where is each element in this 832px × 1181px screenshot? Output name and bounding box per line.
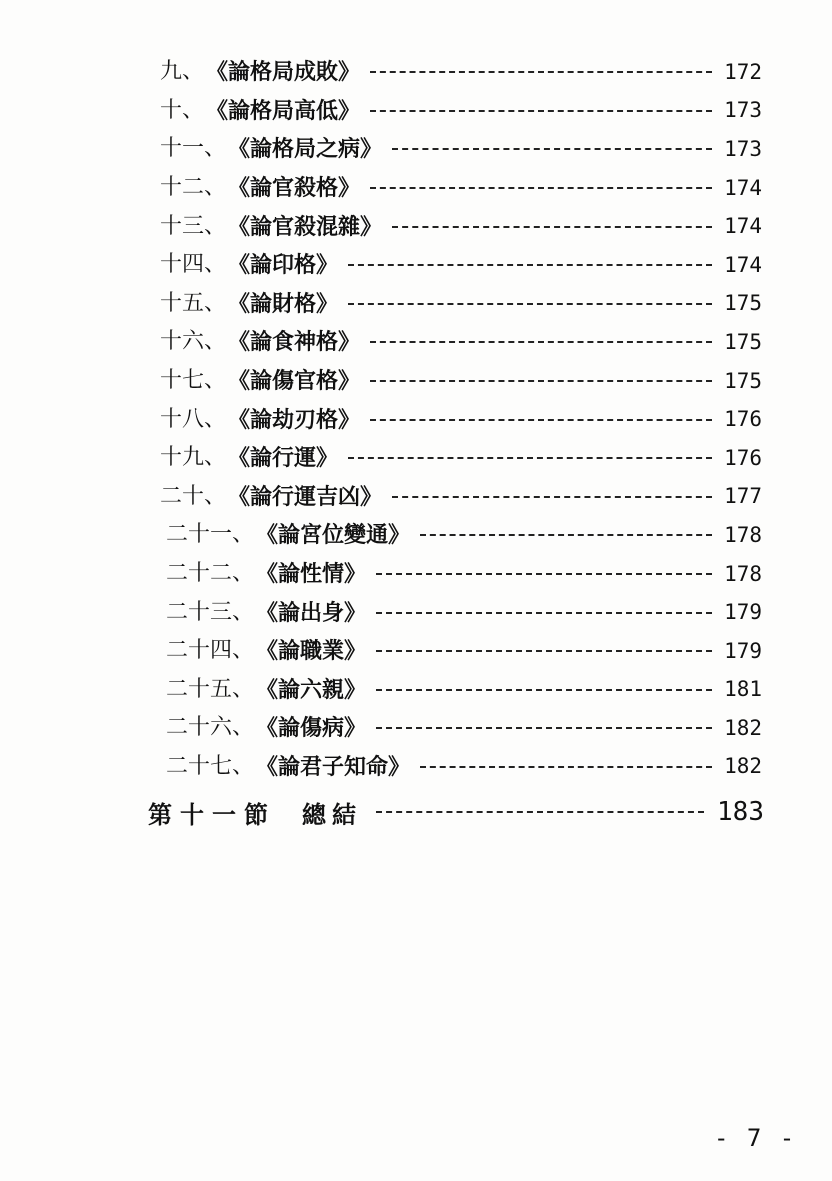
toc-entry-title: 《論格局之病》 [228, 136, 383, 163]
toc-entry-page: 182 [724, 754, 762, 779]
toc-entry [0, 362, 832, 401]
toc-entry-page: 181 [724, 677, 762, 702]
toc-entry [0, 169, 832, 208]
toc-entry-page: 174 [724, 252, 762, 277]
page-number: - 7 - [714, 1124, 797, 1152]
toc-entry [0, 478, 832, 517]
toc-entry-page: 176 [724, 407, 762, 432]
toc-entry [0, 400, 832, 439]
toc-entry-page: 176 [724, 445, 762, 470]
toc-entry-number: 二十四、 [166, 638, 255, 664]
toc-entry [0, 53, 832, 92]
dot-leader [392, 496, 712, 498]
toc-entry-number: 二十一、 [166, 522, 255, 548]
dot-leader [376, 689, 712, 691]
section-title: 總結 [302, 799, 362, 829]
dot-leader [370, 341, 712, 343]
toc-entry-title: 《論食神格》 [228, 329, 361, 356]
toc-entry-number: 十四、 [160, 252, 227, 278]
toc-entry-page: 175 [724, 291, 762, 316]
toc-entry-page: 175 [724, 329, 762, 354]
dot-leader [370, 110, 712, 112]
toc-entry-title: 《論格局高低》 [206, 97, 361, 124]
toc-entry [0, 555, 832, 594]
toc-entry-number: 十二、 [160, 175, 227, 201]
toc-entry [0, 285, 832, 324]
toc-entry-page: 178 [724, 561, 762, 586]
toc-entry [0, 246, 832, 285]
toc-entry [0, 207, 832, 246]
dot-leader [370, 187, 712, 189]
dot-leader [376, 727, 712, 729]
toc-entry-number: 十五、 [160, 290, 227, 316]
toc-entry-page: 177 [724, 484, 762, 509]
toc-entry [0, 439, 832, 478]
dot-leader [370, 380, 712, 382]
dot-leader [348, 303, 712, 305]
toc-entry-number: 十六、 [160, 329, 227, 355]
toc-entry-title: 《論財格》 [228, 290, 339, 317]
dot-leader [376, 573, 712, 575]
toc-entry [0, 671, 832, 710]
toc-entry-page: 175 [724, 368, 762, 393]
toc-entry-title: 《論劫刃格》 [228, 406, 361, 433]
toc-entry-title: 《論格局成敗》 [206, 59, 361, 86]
toc-entry-page: 174 [724, 175, 762, 200]
toc-entry-title: 《論官殺格》 [228, 175, 361, 202]
toc-entry-page: 173 [724, 136, 762, 161]
dot-leader [376, 612, 712, 614]
toc-entry [0, 516, 832, 555]
toc-entry-title: 《論職業》 [256, 638, 367, 665]
dot-leader [392, 226, 712, 228]
toc-entry-page: 173 [724, 98, 762, 123]
toc-entry-title: 《論官殺混雜》 [228, 213, 383, 240]
toc-entry-page: 179 [724, 638, 762, 663]
toc-entry-number: 十八、 [160, 406, 227, 432]
dot-leader [348, 457, 712, 459]
toc-entry-number: 二十五、 [166, 676, 255, 702]
section-number: 第十一節 [148, 799, 276, 829]
toc-entry-number: 二十二、 [166, 561, 255, 587]
toc-entry [0, 632, 832, 671]
section-page: 183 [717, 797, 764, 827]
toc-entry-page: 182 [724, 715, 762, 740]
toc-entry [0, 748, 832, 787]
toc-entry-number: 九、 [160, 59, 205, 85]
table-of-contents [0, 53, 832, 786]
dot-leader [370, 419, 712, 421]
toc-entry-title: 《論性情》 [256, 561, 367, 588]
dot-leader [420, 534, 712, 536]
toc-entry-number: 十九、 [160, 445, 227, 471]
toc-entry [0, 130, 832, 169]
toc-entry-title: 《論出身》 [256, 599, 367, 626]
toc-entry-number: 十三、 [160, 213, 227, 239]
toc-entry-number: 二十三、 [166, 599, 255, 625]
toc-entry-title: 《論行運》 [228, 445, 339, 472]
toc-entry-title: 《論宮位變通》 [256, 522, 411, 549]
dot-leader [420, 766, 712, 768]
toc-entry-page: 172 [724, 59, 762, 84]
toc-entry-number: 十七、 [160, 368, 227, 394]
dot-leader [348, 264, 712, 266]
toc-entry-title: 《論六親》 [256, 676, 367, 703]
section-entry [0, 790, 832, 834]
toc-entry-title: 《論傷病》 [256, 715, 367, 742]
toc-entry [0, 593, 832, 632]
toc-entry-number: 十、 [160, 97, 205, 123]
toc-entry-number: 二十、 [160, 483, 227, 509]
toc-entry [0, 92, 832, 131]
toc-entry-number: 十一、 [160, 136, 227, 162]
toc-entry-page: 174 [724, 214, 762, 239]
toc-entry-title: 《論行運吉凶》 [228, 483, 383, 510]
dot-leader [376, 811, 704, 813]
toc-entry-title: 《論傷官格》 [228, 368, 361, 395]
toc-entry-number: 二十六、 [166, 715, 255, 741]
toc-entry-title: 《論君子知命》 [256, 753, 411, 780]
toc-entry-page: 178 [724, 522, 762, 547]
toc-entry-number: 二十七、 [166, 753, 255, 779]
toc-entry [0, 709, 832, 748]
toc-entry-page: 179 [724, 600, 762, 625]
toc-entry-title: 《論印格》 [228, 252, 339, 279]
dot-leader [376, 650, 712, 652]
dot-leader [370, 71, 712, 73]
toc-entry [0, 323, 832, 362]
dot-leader [392, 148, 712, 150]
